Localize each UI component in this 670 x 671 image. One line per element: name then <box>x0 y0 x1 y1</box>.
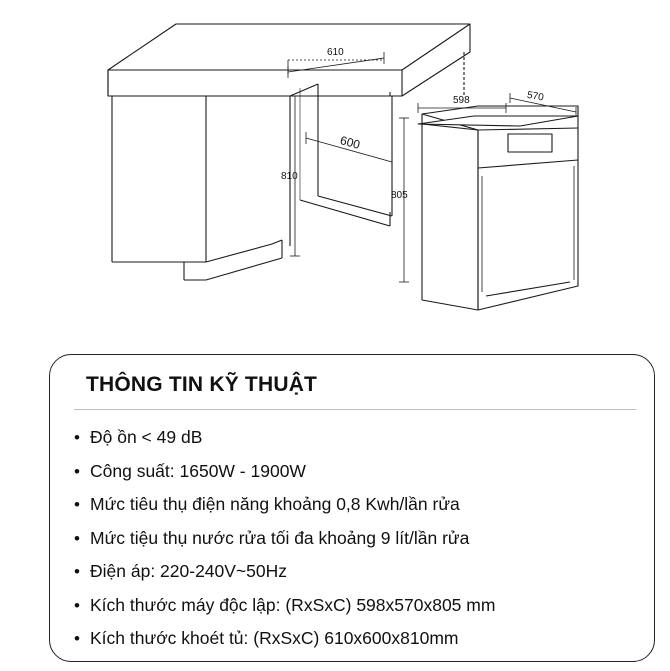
spec-item-power <box>74 455 495 489</box>
spec-panel <box>49 354 655 662</box>
spec-item-voltage <box>74 555 495 589</box>
cabinet-height-label: 810 <box>281 171 298 182</box>
spec-item-text: Độ ồn < 49 dB <box>90 427 203 447</box>
spec-item-energy <box>74 488 495 522</box>
bullet-icon: • <box>74 428 80 447</box>
spec-item-text: Mức tiêu thụ điện năng khoảng 0,8 Kwh/lần rửa <box>90 494 460 514</box>
machine-depth-label: 570 <box>526 89 545 104</box>
spec-list <box>74 421 495 656</box>
spec-item-water <box>74 522 495 556</box>
niche-opening <box>290 84 392 246</box>
cabinet-body <box>112 96 282 280</box>
spec-item-text: Mức tiệu thụ nước rửa tối đa khoảng 9 lít/lần rửa <box>90 527 470 548</box>
niche-depth-label: 600 <box>338 133 362 152</box>
machine-height-label: 805 <box>391 190 408 201</box>
bullet-icon: • <box>74 495 80 514</box>
spec-title: THÔNG TIN KỸ THUẬT <box>86 373 318 396</box>
spec-item-text: Kích thước khoét tủ: (RxSxC) 610x600x810mm <box>90 628 459 648</box>
bullet-icon: • <box>74 461 80 481</box>
dishwasher-machine <box>418 106 578 310</box>
spec-item-machine-size <box>74 589 495 623</box>
spec-item-cutout-size <box>74 622 495 656</box>
spec-divider <box>74 409 636 410</box>
spec-item-text: Kích thước máy độc lập: (RxSxC) 598x570x805 mm <box>90 594 496 615</box>
spec-item-noise <box>74 421 495 455</box>
bullet-icon: • <box>74 528 80 548</box>
spec-item-text: Điện áp: 220-240V~50Hz <box>90 561 288 581</box>
bullet-icon: • <box>74 562 80 581</box>
bullet-icon: • <box>74 595 80 615</box>
machine-width-label: 598 <box>453 95 470 106</box>
bullet-icon: • <box>74 629 80 648</box>
cabinet-width-label: 610 <box>327 47 344 58</box>
spec-item-text: Công suất: 1650W - 1900W <box>90 460 306 481</box>
